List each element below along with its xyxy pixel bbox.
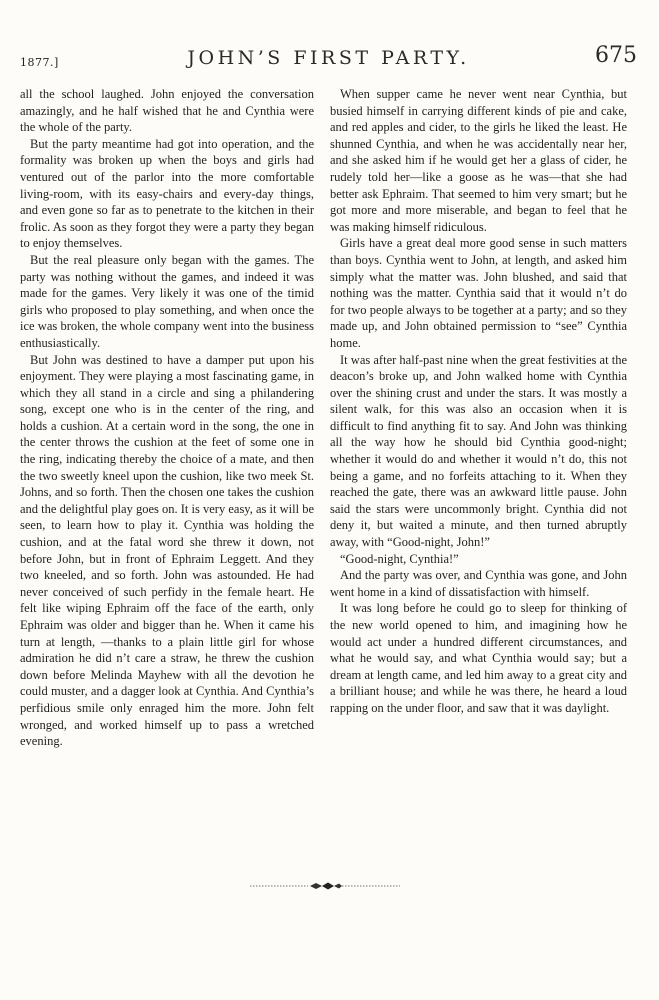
paragraph: But the real pleasure only began with the games. The party was nothing without the games, and indeed it was made for the games. Very likely it was one of the timid girls who proposed to play something, and when once the ice was broken, the whole company went into the business enthusiastically.: [20, 252, 314, 350]
paragraph: When supper came he never went near Cynthia, but busied himself in carrying different kinds of pie and cake, and red apples and cider, to the girls he liked the least. He shunned Cynthia, and when he was accidentally near her, and she asked him if he would get her a glass of cider, he rudely told her—like a goose as he was—that she had better ask Ephraim. That seemed to him very smart; but he got more and more miserable, and began to feel that he was making himself ridiculous.: [330, 87, 627, 234]
page-title: JOHN’S FIRST PARTY.: [187, 47, 470, 69]
paragraph: It was after half-past nine when the great festivities at the deacon’s broke up, and John walked home with Cynthia over the shining crust and under the stars. It was mostly a silent walk, for this was also an occasion when it is difficult to find anything fit to say. And John was thinking all the way how he should bid Cynthia good-night; whether it would do and whether it would n’t do, this not being a game, and no forfeits attaching to it. When they reached the gate, there was an awkward little pause. John said the stars were uncommonly bright. Cynthia did not deny it, but waited a minute, and then turned abruptly away, with “Good-night, John!”: [330, 352, 627, 550]
paragraph: And the party was over, and Cynthia was gone, and John went home in a kind of dissatisfaction with himself.: [330, 568, 627, 599]
section-end-ornament-icon: [250, 880, 400, 892]
paragraph: But the party meantime had got into operation, and the formality was broken up when the boys and girls had ventured out of the parlor into the more comfortable living-room, with its easy-chairs and every-day things, and even gone so far as to penetrate to the kitchen in their frolic. As soon as they forgot they were a party they began to enjoy themselves.: [20, 136, 314, 251]
page-number: 675: [595, 43, 637, 68]
paragraph: It was long before he could go to sleep for thinking of the new world opened to him, and imagining how he would act under a hundred different circumstances, and what he would say, and what Cynthia would say; but a dream at length came, and led him away to a great city and a brilliant house; and while he was there, he heard a loud rapping on the under floor, and saw that it was daylight.: [330, 601, 627, 715]
running-header: [20, 43, 637, 73]
paragraph: Girls have a great deal more good sense in such matters than boys. Cynthia went to John, at length, and asked him simply what the matter was. John blushed, and said that nothing was the matter. Cynthia said that it would n’t do for two people always to be together at a party; and so they made up, and John obtained permission to “see” Cynthia home.: [330, 236, 627, 350]
paragraph: “Good-night, Cynthia!”: [340, 551, 459, 566]
right-column: [330, 86, 627, 717]
left-column: [20, 86, 314, 750]
header-year: 1877.]: [20, 56, 59, 69]
paragraph: But John was destined to have a damper put upon his enjoyment. They were playing a most fascinating game, in which they all stand in a circle and sing a philandering song, except one who is in the center of the ring, and holds a cushion. At a certain word in the song, the one in the center throws the cushion at the feet of some one in the ring, indicating thereby the choice of a mate, and then the two sweetly kneel upon the cushion, like two meek St. Johns, and so forth. Then the chosen one takes the cushion and the delightful play goes on. It is very easy, as it will be seen, to learn how to play it. Cynthia was holding the cushion, and at the fatal word she threw it down, not before John, but in front of Ephraim Leggett. And they two kneeled, and so forth. John was astounded. He had never conceived of such perfidy in the female heart. He felt like wiping Ephraim off the face of the earth, only Ephraim was older and bigger than he. When it came his turn at length, —thanks to a plain little girl for whose admiration he did n’t care a straw, he threw the cushion down before Melinda Mayhew with all the devotion he could muster, and a dagger look at Cynthia. And Cynthia’s perfidious smile only enraged him the more. John felt wronged, and worked himself up to pass a wretched evening.: [20, 352, 314, 749]
paragraph: all the school laughed. John enjoyed the conversation amazingly, and he half wished that he and Cynthia were the whole of the party.: [20, 87, 314, 135]
